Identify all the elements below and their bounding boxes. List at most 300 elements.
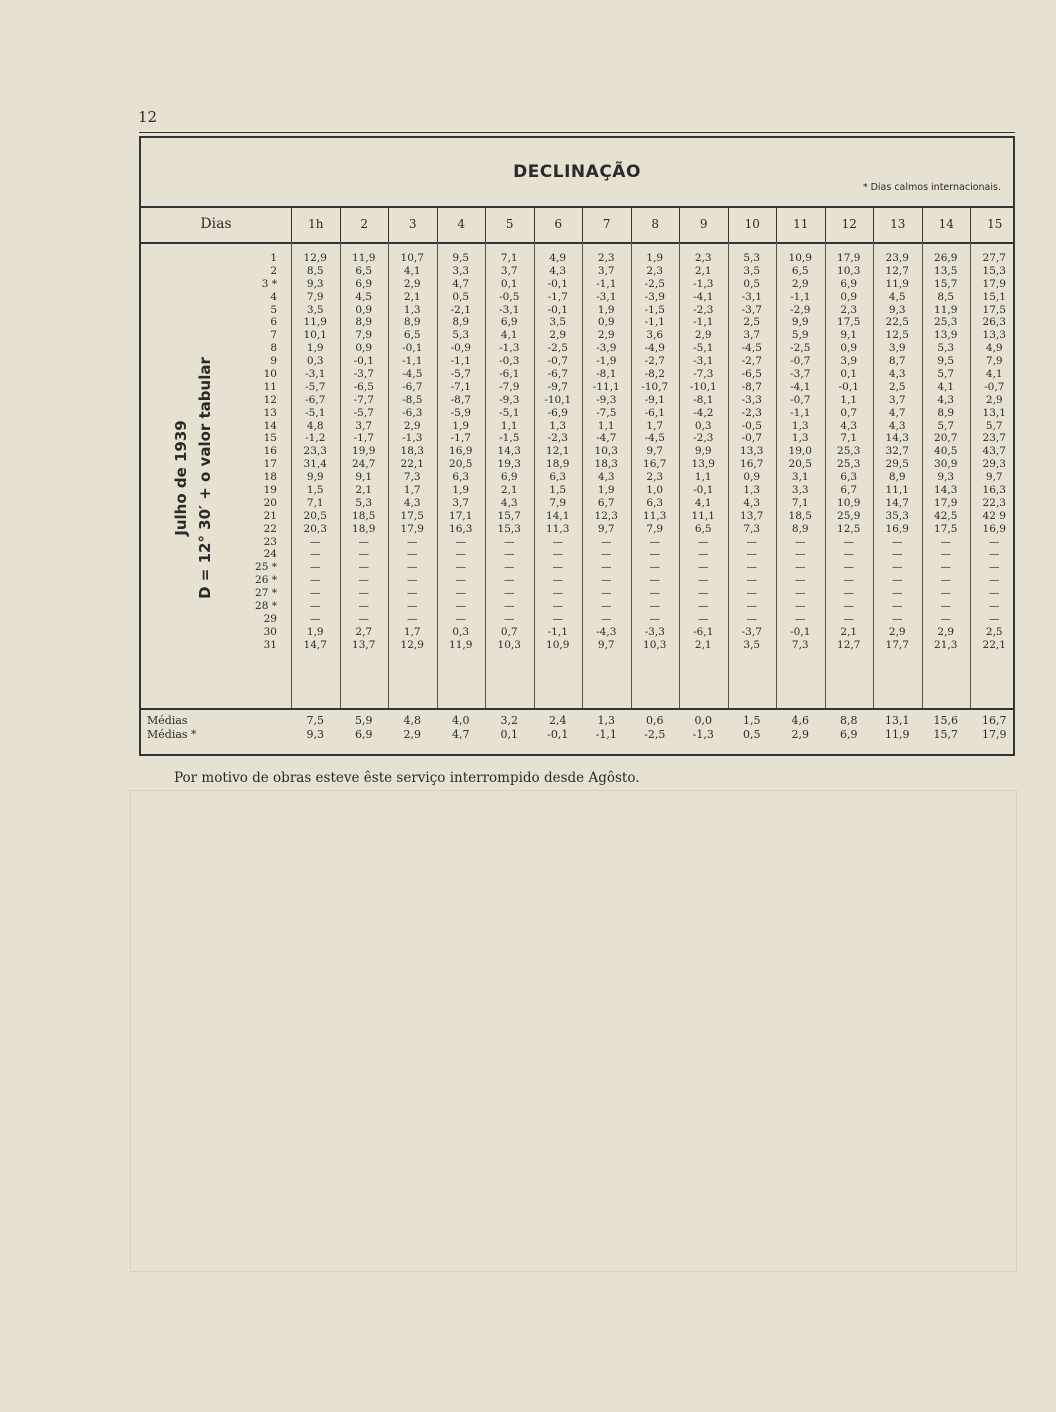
table-cell: 7,1 [306, 496, 324, 509]
table-cell: 7,3 [403, 471, 421, 484]
table-cell: -6,1 [693, 625, 714, 638]
table-cell: — [892, 548, 903, 561]
table-cell: 12,5 [885, 329, 909, 342]
table-cell: -4,5 [644, 432, 665, 445]
table-cell: — [746, 548, 757, 561]
hour-column-13 [873, 252, 922, 652]
table-cell: -1,1 [547, 625, 568, 638]
summary-cell-medias_calm: -1,3 [692, 728, 714, 741]
table-cell: 13,1 [982, 406, 1006, 419]
table-cell: 0,9 [840, 290, 858, 303]
table-cell: 3,9 [840, 355, 858, 368]
summary-cell-medias: 4,8 [403, 714, 421, 727]
table-cell: -5,9 [450, 406, 471, 419]
hour-column-8 [631, 252, 680, 652]
table-cell: 17,1 [449, 509, 473, 522]
table-cell: — [407, 535, 418, 548]
table-cell: 0,3 [694, 419, 712, 432]
table-cell: — [358, 574, 369, 587]
table-cell: 17,7 [885, 638, 909, 651]
table-cell: -1,1 [790, 290, 811, 303]
table-cell: 8,9 [355, 316, 373, 329]
table-cell: — [746, 561, 757, 574]
table-cell: 9,1 [840, 329, 858, 342]
table-cell: 4,5 [355, 290, 373, 303]
table-cell: 9,7 [646, 445, 664, 458]
table-cell: -0,1 [838, 380, 859, 393]
table-cell: 6,9 [500, 316, 518, 329]
table-cell: 2,3 [646, 471, 664, 484]
table-cell: — [989, 587, 1000, 600]
table-cell: 3,9 [888, 342, 906, 355]
table-cell: 0,9 [743, 471, 761, 484]
table-cell: -4,5 [402, 368, 423, 381]
table-cell: 0,9 [355, 342, 373, 355]
table-cell: 3,5 [743, 638, 761, 651]
day-label: 5 [270, 303, 277, 316]
table-cell: 3,6 [646, 329, 664, 342]
table-cell: 1,1 [840, 393, 858, 406]
table-cell: -1,2 [305, 432, 326, 445]
table-cell: 8,5 [306, 264, 324, 277]
summary-cell-medias_calm: 2,9 [791, 728, 809, 741]
table-cell: — [649, 548, 660, 561]
table-cell: 7,3 [743, 522, 761, 535]
table-cell: -6,9 [547, 406, 568, 419]
table-cell: — [698, 612, 709, 625]
header-hour-3: 3 [388, 206, 437, 242]
table-cell: — [795, 561, 806, 574]
table-cell: 5,3 [452, 329, 470, 342]
table-cell: 4,3 [937, 393, 955, 406]
table-cell: -7,5 [596, 406, 617, 419]
table-cell: 2,1 [840, 625, 858, 638]
table-cell: — [892, 600, 903, 613]
table-cell: -0,9 [450, 342, 471, 355]
table-cell: 17,5 [837, 316, 861, 329]
table-cell: 11,1 [885, 484, 909, 497]
table-cell: 0,3 [452, 625, 470, 638]
day-label: 30 [263, 625, 277, 638]
header-hour-6: 6 [534, 206, 583, 242]
table-cell: 2,7 [355, 625, 373, 638]
table-cell: 16,9 [449, 445, 473, 458]
table-cell: 8,7 [888, 355, 906, 368]
table-cell: — [358, 612, 369, 625]
table-cell: — [843, 612, 854, 625]
table-cell: 17,9 [837, 252, 861, 264]
table-cell: -0,7 [790, 355, 811, 368]
table-cell: — [455, 535, 466, 548]
table-cell: 8,9 [452, 316, 470, 329]
table-cell: -1,1 [693, 316, 714, 329]
table-cell: — [310, 548, 321, 561]
day-column [241, 252, 281, 652]
table-cell: 0,1 [500, 277, 518, 290]
table-cell: -0,1 [547, 303, 568, 316]
day-label: 3 * [261, 277, 277, 290]
table-cell: -4,1 [790, 380, 811, 393]
table-cell: 6,5 [791, 264, 809, 277]
table-cell: 1,0 [646, 484, 664, 497]
table-cell: — [601, 600, 612, 613]
page-number: 12 [138, 108, 158, 126]
table-cell: 0,9 [597, 316, 615, 329]
table-cell: — [310, 612, 321, 625]
table-cell: -1,3 [402, 432, 423, 445]
table-cell: 10,9 [546, 638, 570, 651]
table-cell: 8,9 [791, 522, 809, 535]
table-cell: 20,3 [303, 522, 327, 535]
table-cell: -2,9 [790, 303, 811, 316]
table-cell: 0,9 [355, 303, 373, 316]
summary-cell-medias: 13,1 [885, 714, 910, 727]
table-cell: -3,7 [353, 368, 374, 381]
bleed-through-area [130, 790, 1017, 1272]
table-cell: — [407, 561, 418, 574]
table-cell: — [455, 612, 466, 625]
table-cell: 0,5 [743, 277, 761, 290]
summary-cell-medias: 15,6 [933, 714, 958, 727]
table-cell: 7,9 [355, 329, 373, 342]
table-cell: -4,3 [596, 625, 617, 638]
table-cell: 10,3 [594, 445, 618, 458]
table-cell: 2,1 [355, 484, 373, 497]
summary-cell-medias_calm: -1,1 [595, 728, 617, 741]
summary-cell-medias_calm: 9,3 [306, 728, 324, 741]
table-cell: -1,7 [450, 432, 471, 445]
table-cell: — [795, 535, 806, 548]
table-cell: — [795, 548, 806, 561]
summary-cell-medias: 1,5 [743, 714, 761, 727]
table-cell: 2,9 [888, 625, 906, 638]
hour-column-6 [534, 252, 583, 652]
summary-cell-medias_calm: -2,5 [644, 728, 666, 741]
table-cell: — [504, 561, 515, 574]
table-cell: 5,7 [937, 419, 955, 432]
table-cell: 1,7 [403, 625, 421, 638]
table-cell: 2,9 [791, 277, 809, 290]
table-cell: — [552, 548, 563, 561]
table-cell: — [698, 548, 709, 561]
table-cell: 9,1 [355, 471, 373, 484]
table-cell: — [552, 574, 563, 587]
table-cell: — [795, 574, 806, 587]
table-cell: — [552, 587, 563, 600]
table-cell: 9,3 [937, 471, 955, 484]
table-cell: -0,5 [741, 419, 762, 432]
table-cell: 2,3 [646, 264, 664, 277]
day-label: 19 [263, 484, 277, 497]
day-label: 18 [263, 471, 277, 484]
day-label: 29 [263, 612, 277, 625]
table-cell: -6,7 [402, 380, 423, 393]
table-cell: 18,5 [352, 509, 376, 522]
table-cell: 8,9 [888, 471, 906, 484]
table-cell: 6,9 [355, 277, 373, 290]
table-cell: 14,7 [885, 496, 909, 509]
table-cell: — [795, 600, 806, 613]
table-cell: 4,3 [743, 496, 761, 509]
table-cell: 1,3 [743, 484, 761, 497]
hour-column-5 [485, 252, 534, 652]
table-cell: 11,9 [449, 638, 473, 651]
day-label: 4 [270, 290, 277, 303]
table-cell: — [940, 548, 951, 561]
summary-cell-medias_calm: 15,7 [933, 728, 958, 741]
table-cell: 7,9 [549, 496, 567, 509]
table-cell: 13,7 [352, 638, 376, 651]
header-hour-1: 1h [291, 206, 340, 242]
table-cell: 9,7 [597, 638, 615, 651]
table-cell: — [358, 548, 369, 561]
summary-cell-medias_calm: 6,9 [355, 728, 373, 741]
table-cell: 23,7 [982, 432, 1006, 445]
table-cell: 11,1 [691, 509, 715, 522]
table-cell: -2,7 [644, 355, 665, 368]
table-cell: 21,3 [934, 638, 958, 651]
table-cell: 2,9 [985, 393, 1003, 406]
table-cell: 4,3 [403, 496, 421, 509]
table-cell: -3,9 [596, 342, 617, 355]
summary-column-10 [728, 714, 777, 742]
table-cell: 7,1 [791, 496, 809, 509]
table-cell: 1,9 [452, 419, 470, 432]
table-cell: -6,5 [741, 368, 762, 381]
summary-cell-medias: 3,2 [500, 714, 518, 727]
header-dias: Dias [200, 216, 232, 232]
summary-column-6 [534, 714, 583, 742]
summary-cell-medias: 1,3 [597, 714, 615, 727]
table-cell: -1,1 [596, 277, 617, 290]
table-cell: 2,9 [597, 329, 615, 342]
summary-column-12 [825, 714, 874, 742]
hour-column-9 [679, 252, 728, 652]
summary-column-11 [776, 714, 825, 742]
declination-table [139, 136, 1015, 756]
table-cell: 1,9 [306, 342, 324, 355]
table-cell: -0,7 [984, 380, 1005, 393]
table-cell: 2,9 [403, 277, 421, 290]
table-cell: 19,9 [352, 445, 376, 458]
table-cell: 2,1 [403, 290, 421, 303]
header-hour-13: 13 [873, 206, 922, 242]
table-cell: — [455, 587, 466, 600]
table-cell: -7,3 [693, 368, 714, 381]
table-cell: -3,3 [741, 393, 762, 406]
table-cell: -5,1 [693, 342, 714, 355]
table-cell: 12,7 [837, 638, 861, 651]
table-cell: — [989, 561, 1000, 574]
table-cell: 1,5 [306, 484, 324, 497]
hour-column-14 [922, 252, 971, 652]
table-cell: 0,7 [500, 625, 518, 638]
table-cell: — [552, 535, 563, 548]
table-cell: — [407, 600, 418, 613]
day-label: 12 [263, 393, 277, 406]
table-cell: 3,7 [500, 264, 518, 277]
table-cell: — [746, 600, 757, 613]
table-cell: 42,5 [934, 509, 958, 522]
table-cell: 15,7 [497, 509, 521, 522]
table-cell: 15,7 [934, 277, 958, 290]
table-cell: -3,3 [644, 625, 665, 638]
table-cell: 11,9 [885, 277, 909, 290]
table-cell: -10,1 [544, 393, 572, 406]
table-cell: 22,5 [885, 316, 909, 329]
table-cell: 2,9 [549, 329, 567, 342]
table-cell: -1,7 [353, 432, 374, 445]
table-cell: — [310, 574, 321, 587]
table-cell: 25,3 [837, 458, 861, 471]
table-cell: -1,7 [547, 290, 568, 303]
day-label: 1 [270, 252, 277, 264]
table-cell: — [843, 561, 854, 574]
table-cell: 6,7 [840, 484, 858, 497]
table-cell: — [407, 574, 418, 587]
table-cell: 5,9 [791, 329, 809, 342]
hour-column-3 [388, 252, 437, 652]
table-cell: 4,9 [985, 342, 1003, 355]
table-cell: 8,9 [403, 316, 421, 329]
table-cell: 4,3 [840, 419, 858, 432]
table-cell: 13,9 [934, 329, 958, 342]
table-cell: 12,1 [546, 445, 570, 458]
hour-column-15 [970, 252, 1019, 652]
table-cell: -3,7 [790, 368, 811, 381]
hour-column-4 [437, 252, 486, 652]
summary-column-9 [679, 714, 728, 742]
table-cell: 1,9 [646, 252, 664, 264]
table-cell: -3,1 [693, 355, 714, 368]
table-cell: 20,5 [303, 509, 327, 522]
table-cell: 14,7 [303, 638, 327, 651]
table-cell: 3,3 [791, 484, 809, 497]
table-cell: 1,9 [306, 625, 324, 638]
summary-cell-medias: 0,6 [646, 714, 664, 727]
table-cell: -6,7 [547, 368, 568, 381]
table-cell: -1,5 [499, 432, 520, 445]
summary-cell-medias_calm: 2,9 [403, 728, 421, 741]
table-cell: -1,3 [499, 342, 520, 355]
table-cell: 29,5 [885, 458, 909, 471]
table-cell: 11,3 [643, 509, 667, 522]
summary-column-3 [388, 714, 437, 742]
table-cell: — [455, 548, 466, 561]
summary-cell-medias: 2,4 [549, 714, 567, 727]
table-cell: — [940, 561, 951, 574]
table-cell: 9,5 [937, 355, 955, 368]
summary-separator [141, 708, 1013, 710]
table-cell: 22,3 [982, 496, 1006, 509]
table-cell: — [358, 587, 369, 600]
table-cell: — [407, 548, 418, 561]
side-label-formula: D = 12° 30′ + o valor tabular [196, 357, 215, 599]
day-label: 22 [263, 522, 277, 535]
table-cell: -7,1 [450, 380, 471, 393]
table-cell: 17,9 [982, 277, 1006, 290]
table-cell: — [892, 574, 903, 587]
calm-days-note: * Dias calmos internacionais. [862, 182, 1001, 193]
table-cell: -0,1 [547, 277, 568, 290]
header-hour-15: 15 [970, 206, 1019, 242]
table-cell: — [892, 561, 903, 574]
table-cell: — [843, 600, 854, 613]
table-cell: — [358, 561, 369, 574]
table-cell: 18,3 [594, 458, 618, 471]
table-cell: 10,3 [837, 264, 861, 277]
table-cell: 1,1 [500, 419, 518, 432]
table-cell: -6,3 [402, 406, 423, 419]
table-cell: -0,7 [547, 355, 568, 368]
table-cell: 2,1 [694, 638, 712, 651]
table-cell: 31,4 [303, 458, 327, 471]
table-cell: -10,7 [641, 380, 669, 393]
table-cell: 26,3 [982, 316, 1006, 329]
table-cell: — [698, 587, 709, 600]
table-cell: — [892, 535, 903, 548]
summary-cell-medias: 16,7 [982, 714, 1007, 727]
table-cell: 2,3 [694, 252, 712, 264]
table-cell: 4,7 [452, 277, 470, 290]
table-cell: -0,7 [790, 393, 811, 406]
table-cell: — [989, 535, 1000, 548]
table-cell: -1,3 [693, 277, 714, 290]
table-cell: — [601, 535, 612, 548]
table-cell: 6,5 [694, 522, 712, 535]
table-cell: 5,7 [937, 368, 955, 381]
table-cell: 5,7 [985, 419, 1003, 432]
table-cell: — [698, 574, 709, 587]
table-cell: 1,9 [452, 484, 470, 497]
table-cell: 7,9 [646, 522, 664, 535]
table-cell: 0,5 [452, 290, 470, 303]
hour-column-12 [825, 252, 874, 652]
table-cell: 6,5 [355, 264, 373, 277]
table-cell: 23,3 [303, 445, 327, 458]
table-cell: 10,9 [788, 252, 812, 264]
table-cell: — [358, 600, 369, 613]
table-cell: — [310, 587, 321, 600]
table-cell: 6,5 [403, 329, 421, 342]
header-hour-5: 5 [485, 206, 534, 242]
table-cell: — [407, 612, 418, 625]
day-label: 2 [270, 264, 277, 277]
table-cell: 6,3 [840, 471, 858, 484]
frame-top-rule [139, 132, 1015, 133]
table-cell: 11,3 [546, 522, 570, 535]
table-cell: — [940, 587, 951, 600]
table-cell: 35,3 [885, 509, 909, 522]
table-cell: — [552, 612, 563, 625]
table-cell: 0,7 [840, 406, 858, 419]
table-cell: 3,5 [743, 264, 761, 277]
day-label: 15 [263, 432, 277, 445]
table-cell: 4,1 [937, 380, 955, 393]
table-cell: — [601, 612, 612, 625]
table-cell: 17,5 [982, 303, 1006, 316]
day-label: 6 [270, 316, 277, 329]
table-cell: 12,9 [400, 638, 424, 651]
table-cell: -3,1 [499, 303, 520, 316]
table-cell: -3,7 [741, 625, 762, 638]
day-label: 25 * [255, 561, 277, 574]
table-cell: 13,3 [982, 329, 1006, 342]
table-cell: 15,3 [497, 522, 521, 535]
table-cell: 2,9 [694, 329, 712, 342]
table-cell: 3,7 [355, 419, 373, 432]
table-cell: 10,3 [497, 638, 521, 651]
